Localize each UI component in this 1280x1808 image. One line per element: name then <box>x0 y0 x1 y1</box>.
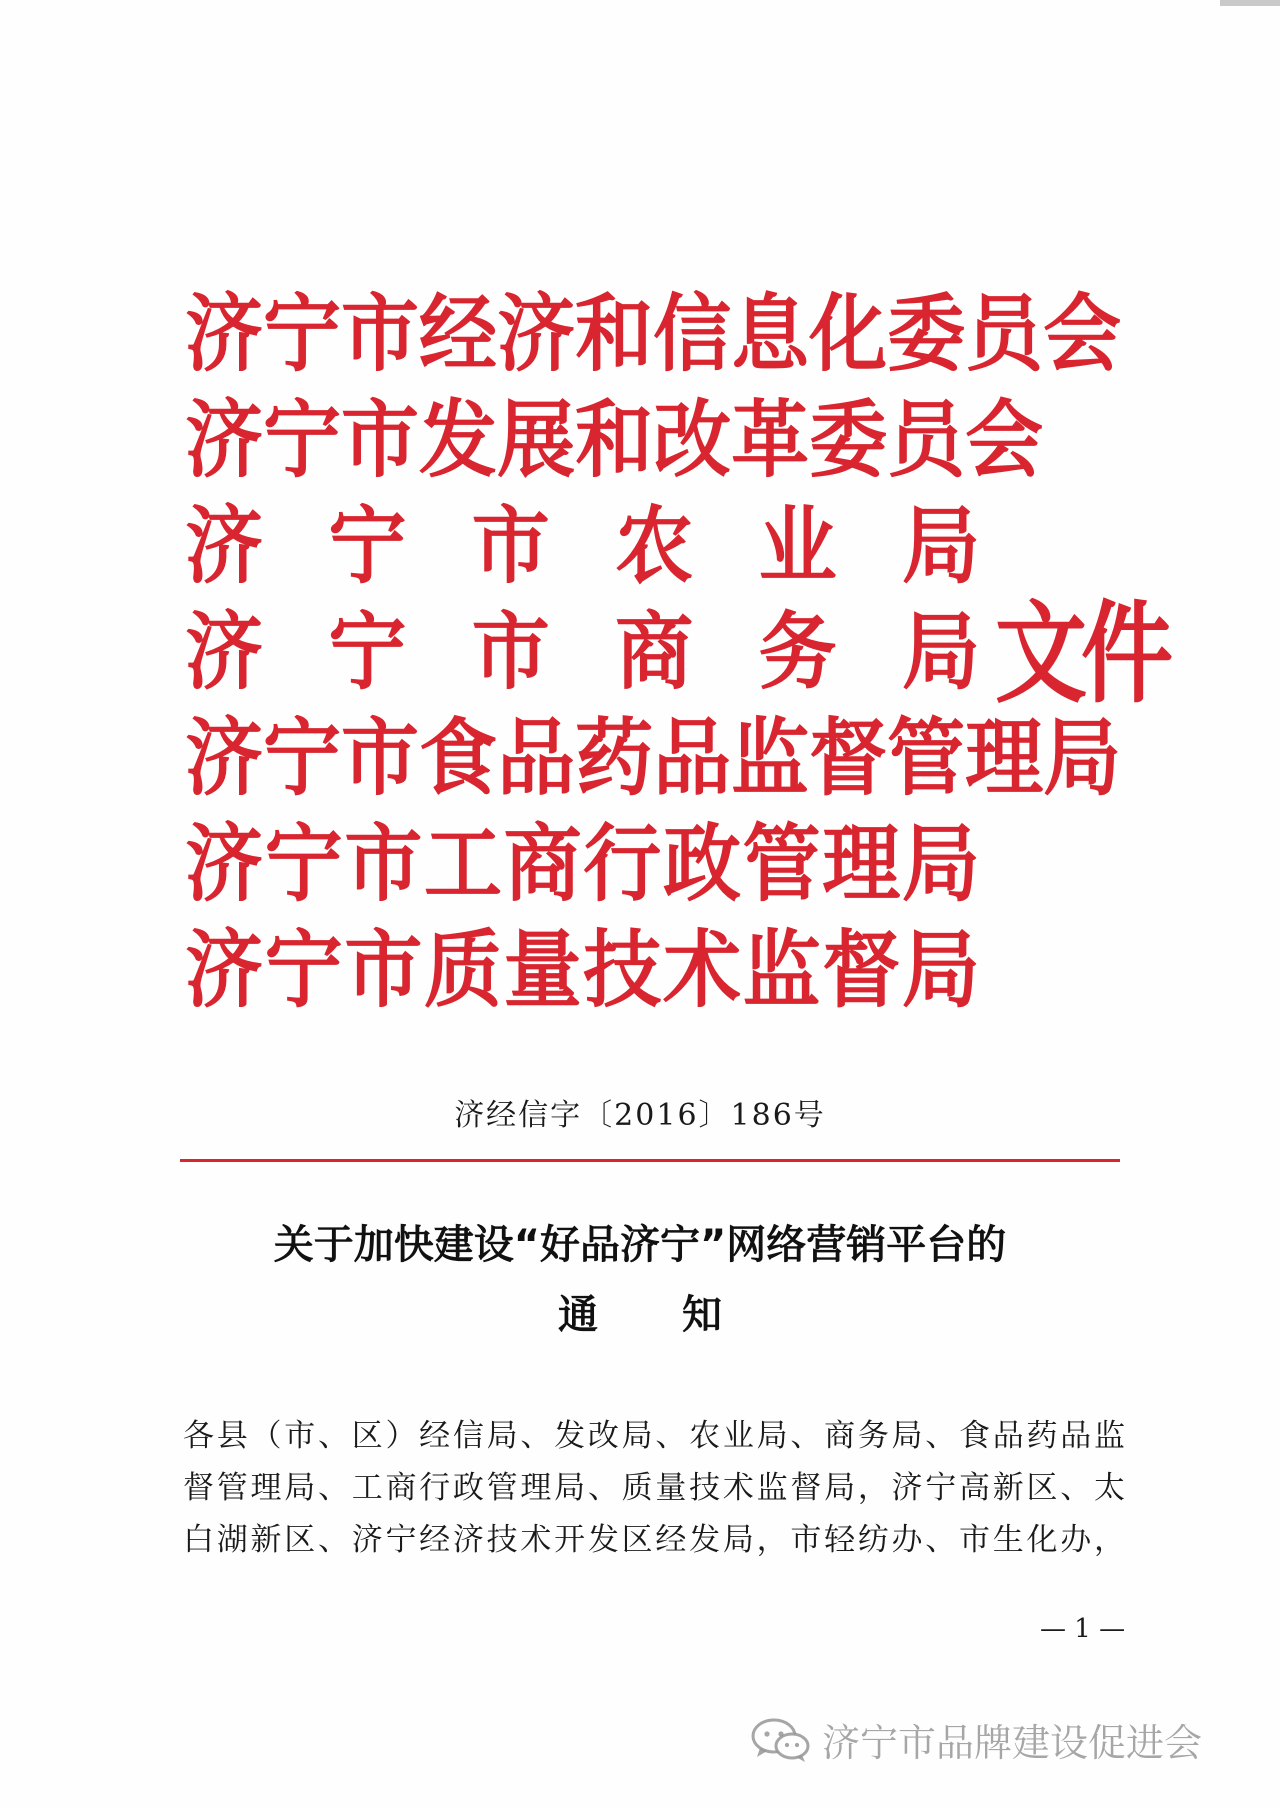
issuer-char: 济 <box>185 604 264 702</box>
issuer-char: 督 <box>822 922 901 1020</box>
issuer-char: 市 <box>341 710 420 808</box>
issuer-line <box>185 596 980 710</box>
issuer-char: 宁 <box>263 710 342 808</box>
issuer-char: 市 <box>344 816 423 914</box>
body-line: 督管理局、工商行政管理局、质量技术监督局，济宁高新区、太 <box>183 1470 1125 1506</box>
issuer-char: 市 <box>341 392 420 490</box>
body-line: 各县（市、区）经信局、发改局、农业局、商务局、食品药品监 <box>183 1418 1125 1454</box>
issuer-char: 会 <box>965 392 1044 490</box>
red-divider-line <box>180 1159 1120 1162</box>
issuer-char: 化 <box>809 286 888 384</box>
issuer-line <box>185 914 980 1028</box>
scan-edge <box>1220 0 1280 6</box>
issuer-char: 局 <box>1043 710 1122 808</box>
issuer-char: 理 <box>822 816 901 914</box>
issuer-char: 经 <box>419 286 498 384</box>
issuer-char: 济 <box>185 816 264 914</box>
issuer-line <box>185 808 980 922</box>
issuer-char: 农 <box>615 498 694 596</box>
document-title <box>0 1210 1280 1350</box>
title-line-1: 关于加快建设“好品济宁”网络营销平台的 <box>273 1222 1007 1268</box>
issuer-char: 济 <box>497 286 576 384</box>
issuer-char: 委 <box>809 392 888 490</box>
issuer-char: 食 <box>419 710 498 808</box>
issuer-char: 量 <box>503 922 582 1020</box>
issuer-char: 发 <box>419 392 498 490</box>
issuer-char: 和 <box>575 286 654 384</box>
issuer-char: 息 <box>731 286 810 384</box>
issuer-char: 药 <box>575 710 654 808</box>
wechat-icon <box>750 1717 812 1763</box>
issuer-char: 管 <box>887 710 966 808</box>
issuer-char: 政 <box>662 816 741 914</box>
issuer-char: 品 <box>653 710 732 808</box>
body-line: 白湖新区、济宁经济技术开发区经发局，市轻纺办、市生化办， <box>183 1522 1125 1558</box>
issuer-line <box>185 278 1122 392</box>
issuer-char: 品 <box>497 710 576 808</box>
issuer-char: 技 <box>583 922 662 1020</box>
issuer-char: 宁 <box>264 816 343 914</box>
body-text <box>183 1410 1125 1566</box>
issuer-char: 督 <box>809 710 888 808</box>
issuer-char: 信 <box>653 286 732 384</box>
issuer-line <box>185 702 1122 816</box>
issuer-char: 管 <box>742 816 821 914</box>
issuer-char: 济 <box>185 710 264 808</box>
issuer-char: 行 <box>583 816 662 914</box>
issuer-char: 监 <box>742 922 821 1020</box>
page-number: — 1 — <box>1040 1614 1126 1644</box>
issuer-char: 商 <box>615 604 694 702</box>
issuer-line <box>185 490 980 604</box>
issuer-char: 工 <box>423 816 502 914</box>
issuer-char: 展 <box>497 392 576 490</box>
issuer-char: 委 <box>887 286 966 384</box>
issuer-char: 济 <box>185 286 264 384</box>
issuer-char: 商 <box>503 816 582 914</box>
issuer-char: 监 <box>731 710 810 808</box>
document-number: 济经信字〔2016〕186号 <box>454 1098 826 1133</box>
issuer-char: 济 <box>185 922 264 1020</box>
issuer-char: 市 <box>471 604 550 702</box>
issuer-char: 员 <box>965 286 1044 384</box>
issuer-char: 济 <box>185 392 264 490</box>
issuer-char: 宁 <box>328 498 407 596</box>
title-line-2: 通知 <box>558 1292 806 1338</box>
issuer-char: 质 <box>423 922 502 1020</box>
issuer-char: 宁 <box>263 286 342 384</box>
issuer-char: 宁 <box>264 922 343 1020</box>
issuer-char: 业 <box>758 498 837 596</box>
file-label: 文件 <box>995 590 1168 719</box>
issuer-char: 市 <box>344 922 423 1020</box>
issuer-char: 市 <box>341 286 420 384</box>
issuer-char: 局 <box>901 604 980 702</box>
issuer-char: 局 <box>901 922 980 1020</box>
issuer-char: 术 <box>662 922 741 1020</box>
issuer-char: 局 <box>901 498 980 596</box>
issuer-char: 会 <box>1043 286 1122 384</box>
issuer-char: 宁 <box>328 604 407 702</box>
issuer-char: 宁 <box>263 392 342 490</box>
issuer-char: 改 <box>653 392 732 490</box>
issuer-char: 济 <box>185 498 264 596</box>
issuer-char: 理 <box>965 710 1044 808</box>
issuer-char: 和 <box>575 392 654 490</box>
watermark <box>750 1712 1202 1767</box>
issuer-line <box>185 384 1044 498</box>
issuer-char: 务 <box>758 604 837 702</box>
issuer-char: 革 <box>731 392 810 490</box>
issuer-char: 局 <box>901 816 980 914</box>
issuer-char: 员 <box>887 392 966 490</box>
watermark-text: 济宁市品牌建设促进会 <box>822 1721 1203 1765</box>
issuer-char: 市 <box>471 498 550 596</box>
